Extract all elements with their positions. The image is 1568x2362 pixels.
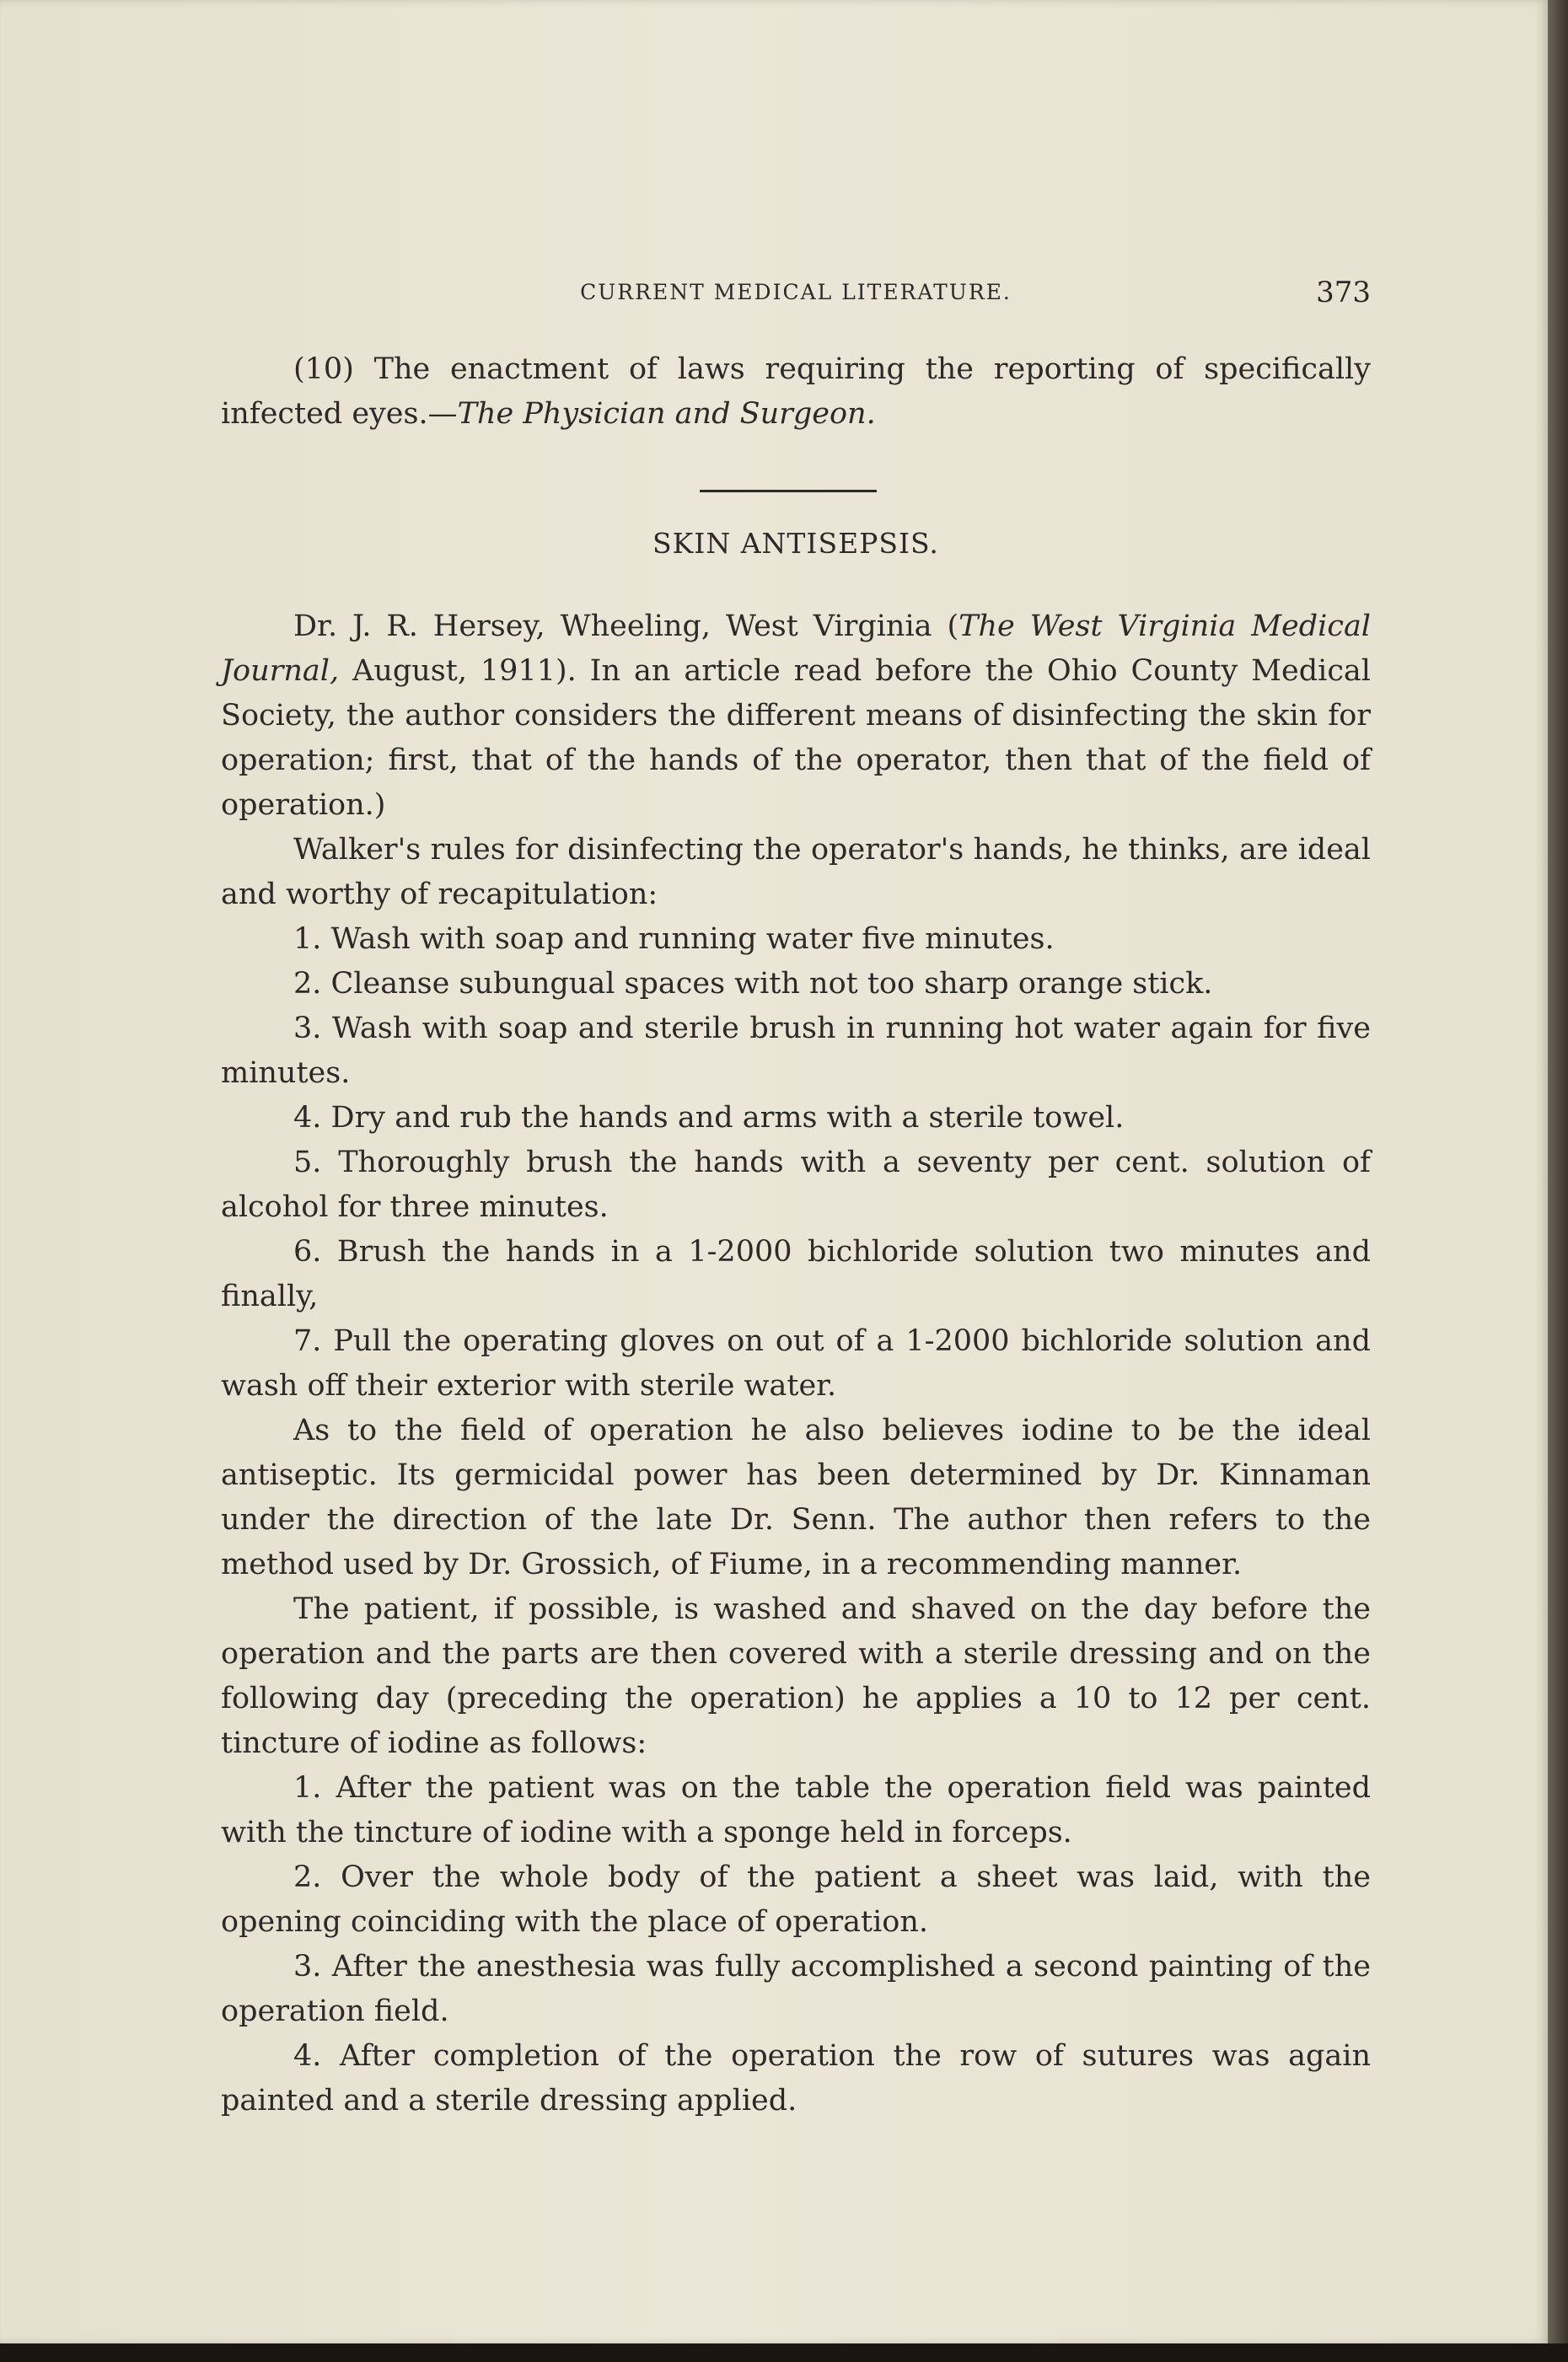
- intro-author: Dr. J. R. Hersey, Wheeling, West Virginia (: [293, 609, 959, 643]
- walker-rule: 2. Cleanse subungual spaces with not too sharp orange stick.: [293, 967, 1213, 1001]
- page-edge-right: [1548, 0, 1568, 2362]
- walker-rule: 3. Wash with soap and sterile brush in running hot water again for five minutes.: [221, 1012, 1371, 1090]
- iodine-step: 1. After the patient was on the table the operation field was painted with the tincture of iodine with a sponge held in forceps.: [221, 1771, 1371, 1849]
- iodine-step: 4. After completion of the operation the row of sutures was again painted and a sterile dressing applied.: [221, 2039, 1371, 2118]
- walker-rule: 7. Pull the operating gloves on out of a 1-2000 bichloride solution and wash off their exterior with sterile water.: [221, 1324, 1371, 1403]
- walker-intro: Walker's rules for disinfecting the operator's hands, he thinks, are ideal and worthy of recapitulation:: [221, 833, 1371, 911]
- carryover-source: The Physician and Surgeon.: [457, 397, 876, 431]
- intro-paragraph: Dr. J. R. Hersey, Wheeling, West Virginia (The West Virginia Medical Journal, August, 1911). In an article read before the Ohio County Medical Society, the author considers the different means of disinfecting the skin for operation; first, that of the hands of the operator, then that of the field of operation.): [221, 609, 1372, 822]
- walker-rule: 6. Brush the hands in a 1-2000 bichloride solution two minutes and finally,: [221, 1235, 1371, 1313]
- running-head: [221, 271, 1371, 314]
- walker-rule: 1. Wash with soap and running water five minutes.: [293, 922, 1055, 956]
- patient-paragraph: The patient, if possible, is washed and shaved on the day before the operation and the parts are then covered with a sterile dressing and on the following day (preceding the operation) he applies a 10 to 12 per cent. tincture of iodine as follows:: [221, 1592, 1371, 1760]
- section-divider: [700, 490, 877, 492]
- carryover-text: (10) The enactment of laws requiring the reporting of specifically infected eyes.—: [221, 352, 1371, 431]
- article-body: [221, 604, 1371, 2123]
- article-heading: SKIN ANTISEPSIS.: [652, 527, 939, 560]
- running-title: CURRENT MEDICAL LITERATURE.: [580, 280, 1012, 304]
- page-number: 373: [1316, 276, 1371, 309]
- intro-journal: The West Virginia Medical Journal,: [221, 609, 1372, 688]
- field-paragraph: As to the field of operation he also believes iodine to be the ideal antiseptic. Its germicidal power has been determined by Dr. Kinnaman under the direction of the late Dr. Senn. The author then refers to the method used by Dr. Grossich, of Fiume, in a recommending manner.: [221, 1414, 1371, 1581]
- carryover-paragraph: [221, 347, 1371, 437]
- page-edge-bottom: [0, 2343, 1568, 2362]
- walker-rule: 4. Dry and rub the hands and arms with a sterile towel.: [293, 1101, 1125, 1135]
- iodine-step: 2. Over the whole body of the patient a sheet was laid, with the opening coinciding with the place of operation.: [221, 1860, 1371, 1939]
- intro-rest: August, 1911). In an article read before the Ohio County Medical Society, the author considers the different means of disinfecting the skin for operation; first, that of the hands of the operator, then that of the field of operation.: [221, 654, 1371, 822]
- walker-rule: 5. Thoroughly brush the hands with a seventy per cent. solution of alcohol for three minutes.: [221, 1146, 1371, 1224]
- iodine-step: 3. After the anesthesia was fully accomplished a second painting of the operation field.: [221, 1950, 1371, 2028]
